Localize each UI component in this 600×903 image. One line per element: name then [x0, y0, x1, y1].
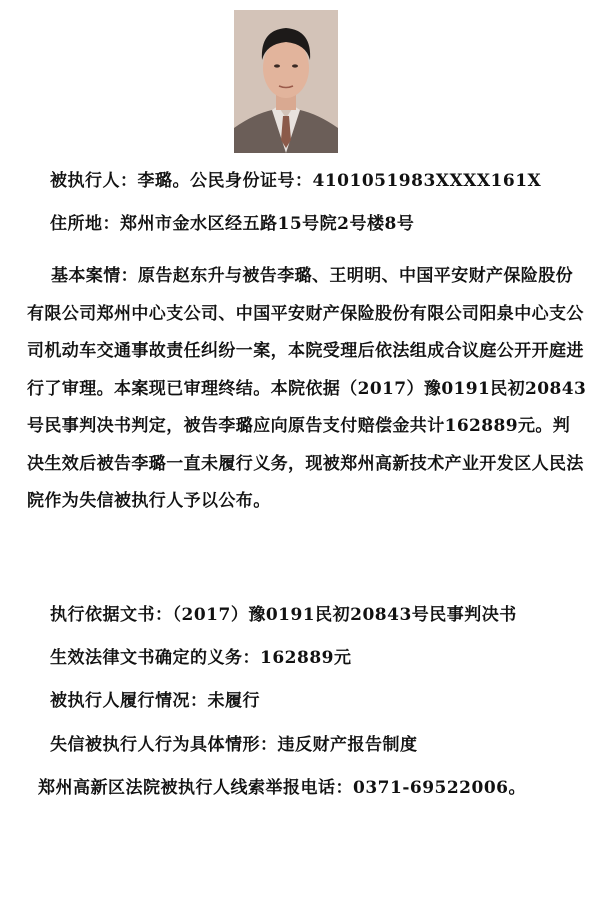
- performance-line: 被执行人履行情况：未履行: [50, 691, 260, 711]
- address-line: 住所地：郑州市金水区经五路15号院2号楼8号: [50, 214, 415, 234]
- person-portrait-icon: [234, 10, 338, 153]
- case-text: 原告赵东升与被告李璐、王明明、中国平安财产保险股份有限公司郑州中心支公司、中国平安财产保险股份有限公司阳泉中心支公司机动车交通事故责任纠纷一案，本院受理后依法组成合议庭公开开庭进行了审理。本案现已审理终结。本院依据（2017）豫0191民初20843号民事判决书判定，被告李璐应向原告支付赔偿金共计162889元。判决生效后被告李璐一直未履行义务，现被郑州高新技术产业开发区人民法院作为失信被执行人予以公布。: [27, 266, 587, 511]
- execution-basis-line: 执行依据文书：（2017）豫0191民初20843号民事判决书: [50, 605, 517, 625]
- case-label: 基本案情：: [51, 266, 138, 286]
- person-photo: [234, 10, 338, 153]
- hotline-line: 郑州高新区法院被执行人线索举报电话：0371-69522006。: [38, 778, 526, 798]
- case-paragraph: [27, 258, 587, 521]
- obligation-line: 生效法律文书确定的义务：162889元: [50, 648, 352, 668]
- behavior-line: 失信被执行人行为具体情形：违反财产报告制度: [50, 735, 418, 755]
- name-id-line: 被执行人：李璐。公民身份证号：4101051983XXXX161X: [50, 171, 542, 191]
